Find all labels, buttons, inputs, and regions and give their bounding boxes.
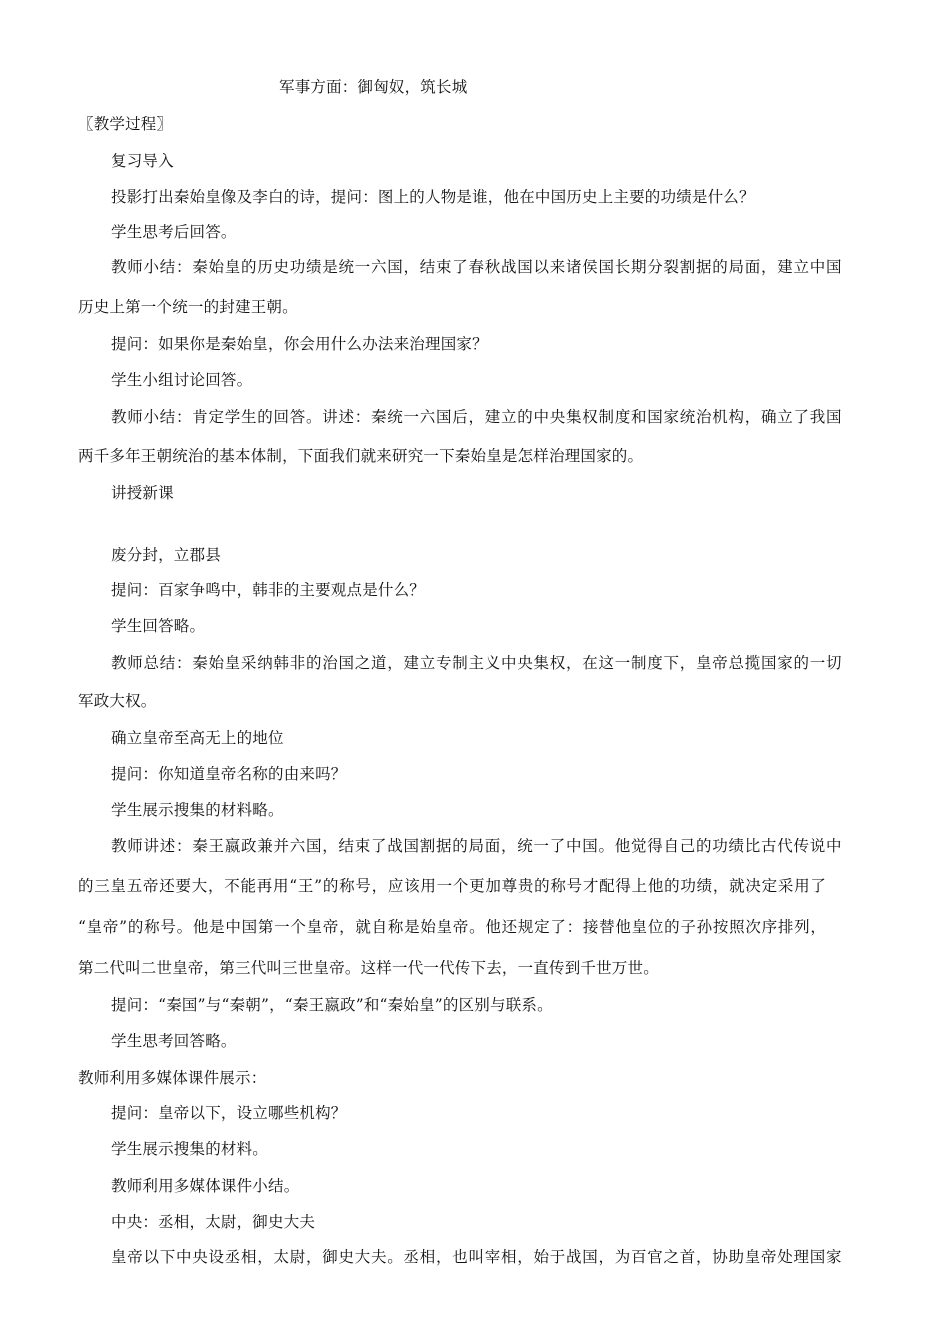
paragraph-line: 教师利用多媒体课件小结。 — [111, 1177, 300, 1195]
paragraph-line: 学生思考后回答。 — [111, 223, 237, 241]
paragraph-line: 学生小组讨论回答。 — [111, 371, 253, 389]
subheading-new-lesson: 讲授新课 — [111, 484, 174, 502]
paragraph-line: 两千多年王朝统治的基本体制，下面我们就来研究一下秦始皇是怎样治理国家的。 — [78, 447, 644, 465]
paragraph-line: 第二代叫二世皇帝，第三代叫三世皇帝。这样一代一代传下去，一直传到千世万世。 — [78, 959, 659, 977]
paragraph-line: 教师总结：秦始皇采纳韩非的治国之道，建立专制主义中央集权，在这一制度下，皇帝总揽国家的一切 — [111, 654, 843, 672]
paragraph-line: 投影打出秦始皇像及李白的诗，提问：图上的人物是谁，他在中国历史上主要的功绩是什么？ — [111, 188, 755, 206]
paragraph-line: 皇帝以下中央设丞相，太尉，御史大夫。丞相，也叫宰相，始于战国，为百官之首，协助皇帝处理国家 — [111, 1248, 843, 1266]
paragraph-line: 教师小结：肯定学生的回答。讲述：秦统一六国后，建立的中央集权制度和国家统治机构，确立了我国 — [111, 408, 843, 426]
paragraph-line: “皇帝”的称号。他是中国第一个皇帝，就自称是始皇帝。他还规定了：接替他皇位的子孙按照次序排列， — [78, 918, 827, 936]
paragraph-line: 学生思考回答略。 — [111, 1032, 237, 1050]
paragraph-line: 提问：如果你是秦始皇，你会用什么办法来治理国家？ — [111, 335, 488, 353]
paragraph-line: 历史上第一个统一的封建王朝。 — [78, 298, 298, 316]
subheading-abolish-feudal: 废分封，立郡县 — [111, 546, 221, 564]
paragraph-line: 学生展示搜集的材料略。 — [111, 801, 284, 819]
paragraph-line: 学生展示搜集的材料。 — [111, 1140, 269, 1158]
paragraph-line: 提问：皇帝以下，设立哪些机构？ — [111, 1104, 347, 1122]
paragraph-line: 军政大权。 — [78, 692, 157, 710]
paragraph-line: 提问：你知道皇帝名称的由来吗？ — [111, 765, 347, 783]
paragraph-line: 教师讲述：秦王嬴政兼并六国，结束了战国割据的局面，统一了中国。他觉得自己的功绩比古代传说中 — [111, 837, 843, 855]
subheading-emperor-status: 确立皇帝至高无上的地位 — [111, 729, 284, 747]
section-heading-teaching-process: 〖教学过程〗 — [78, 115, 173, 133]
subheading-central-government: 中央：丞相，太尉，御史大夫 — [111, 1213, 316, 1231]
paragraph-line: 提问：百家争鸣中，韩非的主要观点是什么？ — [111, 581, 426, 599]
section-heading-military: 军事方面：御匈奴，筑长城 — [279, 78, 468, 96]
paragraph-line: 教师利用多媒体课件展示： — [78, 1069, 267, 1087]
paragraph-line: 教师小结：秦始皇的历史功绩是统一六国，结束了春秋战国以来诸侯国长期分裂割据的局面，建立中国 — [111, 258, 843, 276]
paragraph-line: 提问：“秦国”与“秦朝”，“秦王嬴政”和“秦始皇”的区别与联系。 — [111, 996, 553, 1014]
paragraph-line: 的三皇五帝还要大，不能再用“王”的称号，应该用一个更加尊贵的称号才配得上他的功绩，就决定采用了 — [78, 877, 827, 895]
paragraph-line: 学生回答略。 — [111, 617, 206, 635]
subheading-review: 复习导入 — [111, 152, 174, 170]
